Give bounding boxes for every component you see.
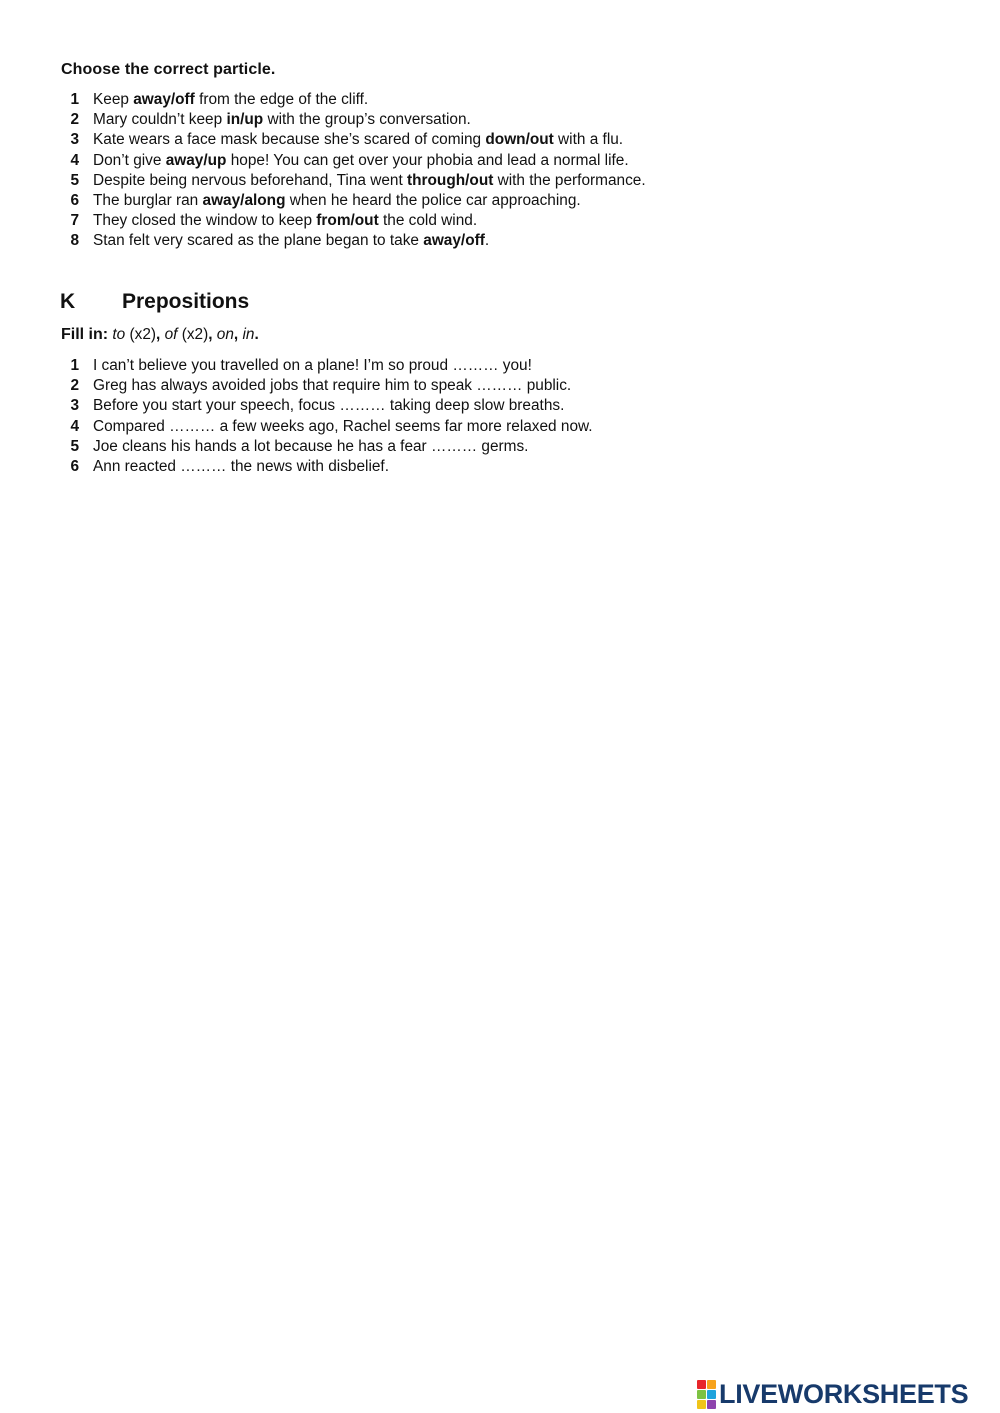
logo-tile [697, 1400, 706, 1409]
answer-choice: through/out [407, 171, 494, 189]
list-item: 4 Compared ……… a few weeks ago, Rachel seems far more relaxed now. [70, 417, 593, 435]
logo-tile [697, 1390, 706, 1399]
answer-choice: away/off [423, 232, 485, 250]
list-item: 8 Stan felt very scared as the plane began to take away/off. [70, 232, 490, 250]
logo-tile [707, 1390, 716, 1399]
list-item: 1 I can’t believe you travelled on a plane! I’m so proud ……… you! [70, 357, 532, 374]
answer-choice: in/up [226, 111, 264, 129]
list-item: 6 Ann reacted ……… the news with disbelief. [70, 457, 389, 475]
list-item: 6 The burglar ran away/along when he heard the police car approaching. [70, 191, 581, 209]
list-item: 2 Greg has always avoided jobs that require him to speak ……… public. [70, 377, 572, 395]
logo-tile [697, 1380, 706, 1389]
logo-tile [707, 1380, 716, 1389]
list-item: 2 Mary couldn’t keep in/up with the group’s conversation. [70, 111, 471, 129]
fill-in-word-bank: Fill in: to (x2), of (x2), on, in. [61, 326, 259, 343]
list-item: 5 Joe cleans his hands a lot because he has a fear ……… germs. [70, 437, 529, 455]
section-k-heading [60, 290, 249, 314]
answer-choice: down/out [485, 131, 554, 149]
liveworksheets-logo [697, 1380, 968, 1408]
answer-choice: away/off [133, 91, 195, 108]
list-item: 3 Before you start your speech, focus ……… taking deep slow breaths. [70, 397, 565, 415]
list-item: 4 Don’t give away/up hope! You can get over your phobia and lead a normal life. [70, 151, 629, 169]
list-item: 3 Kate wears a face mask because she’s scared of coming down/out with a flu. [70, 131, 624, 149]
section-j-instruction: Choose the correct particle. [61, 61, 276, 78]
answer-choice: from/out [316, 212, 379, 230]
word-bank-item: in [242, 326, 255, 343]
list-item: 1 Keep away/off from the edge of the cliff. [70, 91, 369, 108]
word-bank-item: of [164, 326, 178, 343]
answer-choice: away/along [202, 191, 286, 209]
logo-tile [707, 1400, 716, 1409]
preposition-exercise-list [62, 356, 593, 477]
answer-choice: away/up [165, 151, 227, 169]
fill-in-label: Fill in: [61, 326, 109, 343]
liveworksheets-logo-icon [697, 1380, 716, 1409]
list-item: 7 They closed the window to keep from/out the cold wind. [70, 212, 478, 230]
particle-exercise-list [62, 90, 646, 252]
list-item: 5 Despite being nervous beforehand, Tina went through/out with the performance. [70, 171, 646, 189]
section-letter: K [60, 290, 76, 313]
word-bank-item: on [216, 326, 234, 343]
word-bank-item: to [112, 326, 126, 343]
section-title: Prepositions [122, 290, 250, 313]
brand-wordmark: LIVEWORKSHEETS [719, 1379, 969, 1409]
